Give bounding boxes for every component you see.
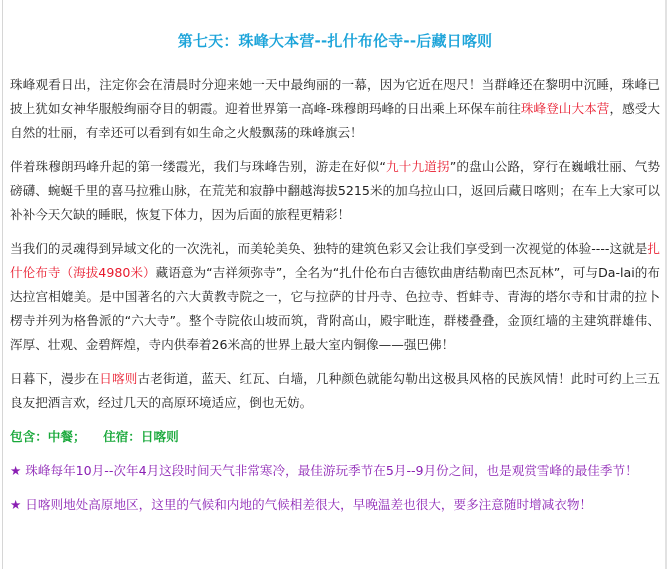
paragraph-farewell-text-c: ”的盘山公路，穿行在巍峨壮丽、气势磅礴、蜿蜒千里的喜马拉雅山脉，在荒芜和寂静中翻越海拔5215米的加乌拉山口，返回后藏日喀则；在车上大家可以补补今天欠缺的睡眠，恢复下体力，因为后面的旅程更精彩！ [10, 159, 661, 222]
tip-best-season: ★ 珠峰每年10月--次年4月这段时间天气非常寒冷，最佳游玩季节在5月--9月份之间，也是观赏雪峰的最佳季节！ [10, 463, 638, 478]
day-title: 第七天：珠峰大本营--扎什布伦寺--后藏日喀则 [177, 32, 493, 50]
highlight-99-bends: 九十九道拐 [385, 159, 450, 174]
paragraph-farewell [10, 155, 660, 227]
meals-info: 包含：中餐； [10, 429, 86, 444]
paragraph-monastery-text-a: 当我们的灵魂得到异域文化的一次洗礼，而美轮美奂、独特的建筑色彩又会让我们享受到一次视觉的体验----这就是 [10, 241, 648, 256]
paragraph-monastery [10, 237, 660, 357]
tip-climate: ★ 日喀则地处高原地区，这里的气候和内地的气候相差很大，早晚温差也很大，要多注意随时增减衣物！ [10, 497, 593, 512]
highlight-tashilhunpo: 扎什伦布寺（海拔4980米） [10, 241, 660, 280]
paragraph-farewell-text-a: 伴着珠穆朗玛峰升起的第一缕霞光，我们与珠峰告别，游走在好似“ [10, 159, 386, 174]
highlight-shigatse: 日喀则 [99, 371, 138, 386]
paragraph-evening [10, 367, 660, 415]
paragraph-evening-text-a: 日暮下，漫步在 [10, 371, 100, 386]
paragraph-sunrise-text-a: 珠峰观看日出，注定你会在清晨时分迎来她一天中最绚丽的一幕，因为它近在咫尺！当群峰还在黎明中沉睡，珠峰已披上犹如女神华服般绚丽夺目的朝霞。迎着世界第一高峰-珠穆朗玛峰的日出乘上环保车前往 [10, 77, 660, 116]
paragraph-sunrise [10, 73, 660, 145]
paragraph-sunrise-text-c: ，感受大自然的壮丽，有幸还可以看到有如生命之火般飘荡的珠峰旗云！ [10, 101, 660, 140]
frame-left-border [2, 0, 3, 569]
stay-info: 住宿：日喀则 [103, 429, 179, 444]
highlight-base-camp: 珠峰登山大本营 [520, 101, 610, 116]
paragraph-monastery-text-c: 藏语意为“吉祥须弥寺”，全名为“扎什伦布白吉德钦曲唐结勒南巴杰瓦林”，可与Da-lai的布达拉宫相媲美。是中国著名的六大黄教寺院之一，它与拉萨的甘丹寺、色拉寺、哲蚌寺、青海的塔尔寺和甘肃的拉卜楞寺并列为格鲁派的“六大寺”。整个寺院依山坡而筑，背附高山，殿宇毗连，群楼叠叠，金顶红墙的主建筑群雄伟、浑厚、壮观、金碧辉煌，寺内供奉着26米高的世界上最大室内铜像——强巴佛！ [10, 265, 660, 352]
paragraph-evening-text-c: 古老街道，蓝天、红瓦、白墙，几种颜色就能勾勒出这极具风格的民族风情！此时可约上三五良友把酒言欢，经过几天的高原环境适应，倒也无妨。 [10, 371, 661, 410]
itinerary-day [10, 30, 660, 517]
meals-and-stay [10, 425, 660, 449]
